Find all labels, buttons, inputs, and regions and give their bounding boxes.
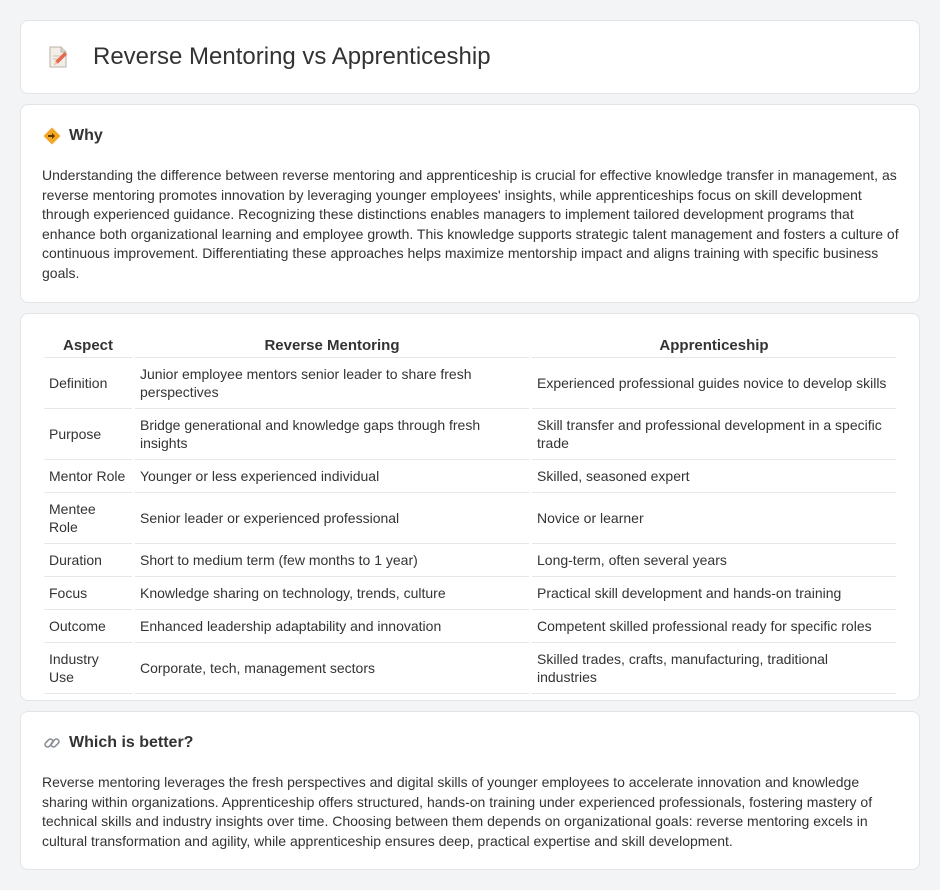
apprenticeship-cell: Skilled trades, crafts, manufacturing, traditional industries	[532, 643, 896, 694]
apprenticeship-cell: Practical skill development and hands-on training	[532, 577, 896, 610]
reverse-mentoring-cell: Younger or less experienced individual	[135, 460, 529, 493]
reverse-mentoring-cell: Corporate, tech, management sectors	[135, 643, 529, 694]
comparison-table	[41, 336, 899, 694]
why-text: Understanding the difference between reverse mentoring and apprenticeship is crucial for effective knowledge transfer in management, as reverse mentoring promotes innovation by leveraging younger employees' insights, while apprenticeships focus on skill development through experienced guidance. Recognizing these distinctions enables managers to implement tailored development programs that enhance both organizational learning and employee growth. This knowledge supports strategic talent management and fosters a culture of continuous improvement. Differentiating these approaches helps maximize mentorship impact and aligns training with specific business goals.	[42, 167, 899, 281]
reverse-mentoring-cell: Junior employee mentors senior leader to share fresh perspectives	[135, 358, 529, 409]
reverse-mentoring-cell: Senior leader or experienced professional	[135, 493, 529, 544]
aspect-cell: Purpose	[44, 409, 132, 460]
aspect-cell: Industry Use	[44, 643, 132, 694]
table-row	[44, 493, 896, 544]
table-header-row	[44, 336, 896, 358]
table-row	[44, 544, 896, 577]
apprenticeship-cell: Long-term, often several years	[532, 544, 896, 577]
reverse-mentoring-cell: Enhanced leadership adaptability and innovation	[135, 610, 529, 643]
aspect-cell: Outcome	[44, 610, 132, 643]
why-section	[20, 104, 920, 303]
table-row	[44, 577, 896, 610]
comparison-table-card	[20, 313, 920, 701]
aspect-cell: Definition	[44, 358, 132, 409]
aspect-cell: Duration	[44, 544, 132, 577]
table-row	[44, 409, 896, 460]
table-row	[44, 460, 896, 493]
page-title: Reverse Mentoring vs Apprenticeship	[93, 43, 491, 70]
header-apprenticeship: Apprenticeship	[532, 336, 896, 358]
header-reverse-mentoring: Reverse Mentoring	[135, 336, 529, 358]
aspect-cell: Mentee Role	[44, 493, 132, 544]
table-row	[44, 358, 896, 409]
reverse-mentoring-cell: Bridge generational and knowledge gaps through fresh insights	[135, 409, 529, 460]
apprenticeship-cell: Skill transfer and professional development in a specific trade	[532, 409, 896, 460]
table-row	[44, 643, 896, 694]
apprenticeship-cell: Competent skilled professional ready for specific roles	[532, 610, 896, 643]
apprenticeship-cell: Experienced professional guides novice to develop skills	[532, 358, 896, 409]
reverse-mentoring-cell: Knowledge sharing on technology, trends, culture	[135, 577, 529, 610]
reverse-mentoring-cell: Short to medium term (few months to 1 year)	[135, 544, 529, 577]
aspect-cell: Mentor Role	[44, 460, 132, 493]
aspect-cell: Focus	[44, 577, 132, 610]
which-is-better-section	[20, 711, 920, 870]
apprenticeship-cell: Novice or learner	[532, 493, 896, 544]
better-heading: Which is better?	[69, 734, 194, 751]
better-text: Reverse mentoring leverages the fresh perspectives and digital skills of younger employees to accelerate innovation and knowledge sharing within organizations. Apprenticeship offers structured, hands-on training under experienced professionals, fostering mastery of technical skills and industry insights over time. Choosing between them depends on organizational goals: reverse mentoring excels in cultural transformation and agility, while apprenticeship ensures deep, practical expertise and skill development.	[42, 774, 873, 849]
document-pencil-icon	[45, 44, 71, 70]
why-heading: Why	[69, 127, 103, 144]
diamond-signpost-icon	[43, 127, 61, 145]
link-icon	[43, 734, 61, 752]
apprenticeship-cell: Skilled, seasoned expert	[532, 460, 896, 493]
header-aspect: Aspect	[44, 336, 132, 358]
title-card	[20, 20, 920, 94]
table-row	[44, 610, 896, 643]
